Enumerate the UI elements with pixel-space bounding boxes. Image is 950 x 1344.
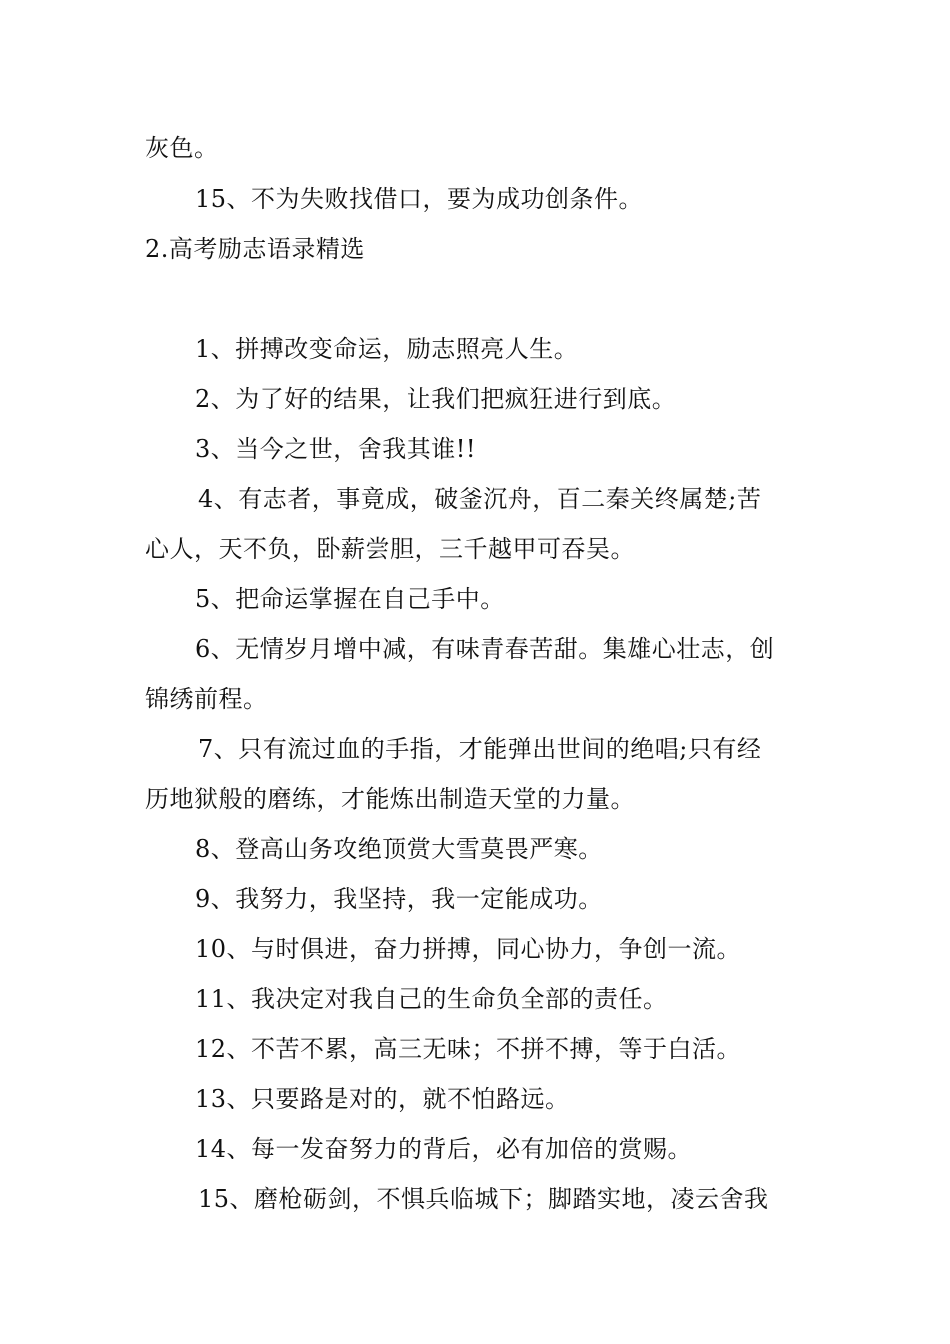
list-item: 13、只要路是对的，就不怕路远。 <box>195 1085 570 1113</box>
list-item-continuation: 历地狱般的磨练，才能炼出制造天堂的力量。 <box>145 785 635 813</box>
list-item-continuation: 心人，天不负，卧薪尝胆，三千越甲可吞吴。 <box>145 535 635 563</box>
list-item: 11、我决定对我自己的生命负全部的责任。 <box>195 985 668 1013</box>
list-item: 4、有志者，事竟成，破釜沉舟，百二秦关终属楚;苦 <box>198 485 762 513</box>
list-item-continuation: 锦绣前程。 <box>145 685 268 713</box>
list-item: 12、不苦不累，高三无味；不拼不搏，等于白活。 <box>195 1035 742 1063</box>
list-item: 2、为了好的结果，让我们把疯狂进行到底。 <box>195 385 677 413</box>
list-item: 3、当今之世，舍我其谁!! <box>195 435 477 463</box>
list-item: 1、拼搏改变命运，励志照亮人生。 <box>195 335 579 363</box>
text-line: 灰色。 <box>145 134 219 162</box>
section-heading: 2.高考励志语录精选 <box>145 235 365 263</box>
list-item: 7、只有流过血的手指，才能弹出世间的绝唱;只有经 <box>198 735 762 763</box>
list-item: 10、与时俱进，奋力拼搏，同心协力，争创一流。 <box>195 935 742 963</box>
list-item: 6、无情岁月增中减，有味青春苦甜。集雄心壮志，创 <box>195 635 775 663</box>
text-line: 15、不为失败找借口，要为成功创条件。 <box>195 185 644 213</box>
list-item: 9、我努力，我坚持，我一定能成功。 <box>195 885 603 913</box>
list-item: 5、把命运掌握在自己手中。 <box>195 585 505 613</box>
list-item: 15、磨枪砺剑，不惧兵临城下；脚踏实地，凌云舍我 <box>198 1185 769 1213</box>
list-item: 8、登高山务攻绝顶赏大雪莫畏严寒。 <box>195 835 603 863</box>
list-item: 14、每一发奋努力的背后，必有加倍的赏赐。 <box>195 1135 693 1163</box>
